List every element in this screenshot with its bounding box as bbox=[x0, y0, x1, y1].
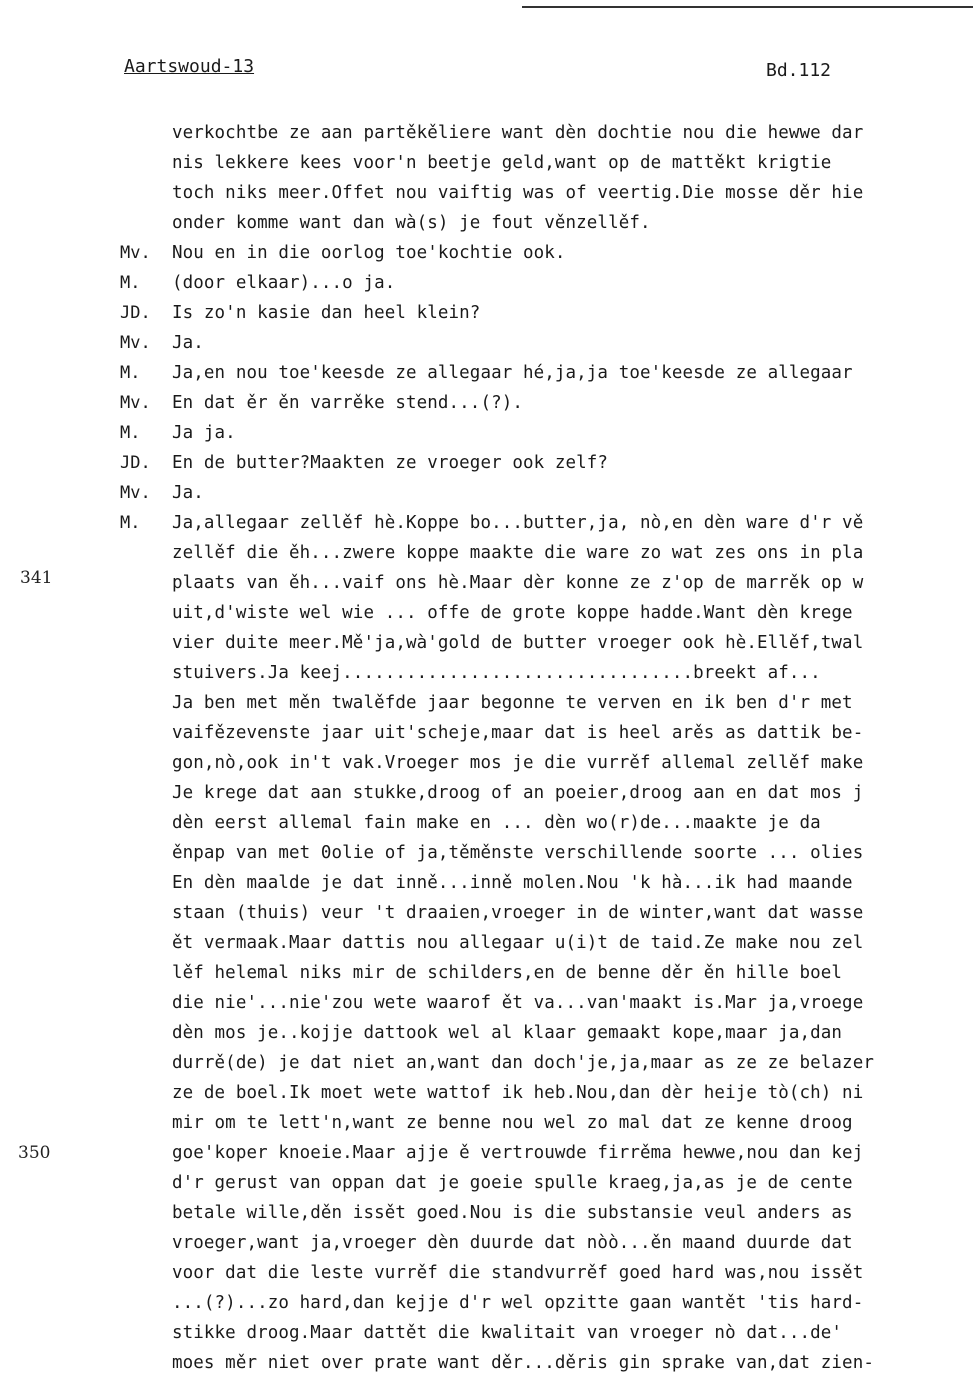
line-text: Ja,en nou toe'keesde ze allegaar hé,ja,ja toe'keesde ze allegaar bbox=[172, 363, 853, 383]
speaker-label: M. bbox=[120, 423, 141, 443]
line-text: lěf helemal niks mir de schilders,en de benne děr ěn hille boel bbox=[172, 963, 843, 983]
transcript-body bbox=[0, 118, 973, 1378]
transcript-line bbox=[0, 958, 973, 988]
document-id: Aartswoud-13 bbox=[124, 56, 255, 77]
line-text: dèn eerst allemal fain make en ... dèn wo(r)de...maakte je da bbox=[172, 813, 821, 833]
line-text: plaats van ěh...vaif ons hè.Maar dèr konne ze z'op de marrěk op w bbox=[172, 573, 864, 593]
speaker-label: M. bbox=[120, 363, 141, 383]
transcript-line bbox=[0, 238, 973, 268]
transcript-line bbox=[0, 388, 973, 418]
line-text: durrě(de) je dat niet an,want dan doch'je,ja,maar as ze ze belazer bbox=[172, 1053, 874, 1073]
transcript-line bbox=[0, 1288, 973, 1318]
line-text: onder komme want dan wà(s) je fout věnzellěf. bbox=[172, 213, 651, 233]
speaker-label: Mv. bbox=[120, 483, 151, 503]
transcript-line bbox=[0, 1138, 973, 1168]
line-text: goe'koper knoeie.Maar ajje ě vertrouwde firrěma hewwe,nou dan kej bbox=[172, 1143, 864, 1163]
top-rule bbox=[522, 6, 973, 8]
line-text: Ja ben met měn twalěfde jaar begonne te verven en ik ben d'r met bbox=[172, 693, 853, 713]
line-text: uit,d'wiste wel wie ... offe de grote koppe hadde.Want dèn krege bbox=[172, 603, 853, 623]
transcript-line bbox=[0, 778, 973, 808]
transcript-line bbox=[0, 598, 973, 628]
line-text: En de butter?Maakten ze vroeger ook zelf? bbox=[172, 453, 609, 473]
line-text: Is zo'n kasie dan heel klein? bbox=[172, 303, 481, 323]
speaker-label: M. bbox=[120, 513, 141, 533]
transcript-line bbox=[0, 748, 973, 778]
line-text: vaifězevenste jaar uit'scheje,maar dat is heel arěs as dattik be- bbox=[172, 723, 864, 743]
transcript-line bbox=[0, 358, 973, 388]
line-text: En dat ěr ěn varrěke stend...(?). bbox=[172, 393, 523, 413]
line-text: vroeger,want ja,vroeger dèn duurde dat nòò...ěn maand duurde dat bbox=[172, 1233, 853, 1253]
margin-line-number: 341 bbox=[20, 568, 53, 588]
transcript-line bbox=[0, 148, 973, 178]
transcript-line bbox=[0, 658, 973, 688]
line-text: gon,nò,ook in't vak.Vroeger mos je die vurrěf allemal zellěf make bbox=[172, 753, 864, 773]
transcript-line bbox=[0, 1048, 973, 1078]
line-text: voor dat die leste vurrěf die standvurrěf goed hard was,nou issět bbox=[172, 1263, 864, 1283]
page-number: Bd.112 bbox=[766, 60, 832, 81]
line-text: stikke droog.Maar dattět die kwalitait van vroeger nò dat...de' bbox=[172, 1323, 843, 1343]
transcript-line bbox=[0, 448, 973, 478]
transcript-line bbox=[0, 118, 973, 148]
line-text: d'r gerust van oppan dat je goeie spulle kraeg,ja,as je de cente bbox=[172, 1173, 853, 1193]
transcript-line bbox=[0, 208, 973, 238]
transcript-line bbox=[0, 478, 973, 508]
line-text: (door elkaar)...o ja. bbox=[172, 273, 396, 293]
margin-line-number: 350 bbox=[18, 1143, 51, 1163]
transcript-line bbox=[0, 328, 973, 358]
line-text: toch niks meer.Offet nou vaiftig was of veertig.Die mosse děr hie bbox=[172, 183, 864, 203]
transcript-line bbox=[0, 1078, 973, 1108]
transcript-line bbox=[0, 808, 973, 838]
transcript-line bbox=[0, 1348, 973, 1378]
transcript-line bbox=[0, 988, 973, 1018]
line-text: zellěf die ěh...zwere koppe maakte die ware zo wat zes ons in pla bbox=[172, 543, 864, 563]
transcript-line bbox=[0, 1228, 973, 1258]
line-text: staan (thuis) veur 't draaien,vroeger in de winter,want dat wasse bbox=[172, 903, 864, 923]
line-text: Ja ja. bbox=[172, 423, 236, 443]
transcript-line bbox=[0, 1258, 973, 1288]
line-text: ze de boel.Ik moet wete wattof ik heb.Nou,dan dèr heije tò(ch) ni bbox=[172, 1083, 864, 1103]
transcript-line bbox=[0, 268, 973, 298]
transcript-line bbox=[0, 1108, 973, 1138]
line-text: Nou en in die oorlog toe'kochtie ook. bbox=[172, 243, 566, 263]
transcript-line bbox=[0, 1198, 973, 1228]
transcript-line bbox=[0, 838, 973, 868]
line-text: verkochtbe ze aan partěkěliere want dèn dochtie nou die hewwe dar bbox=[172, 123, 864, 143]
line-text: betale wille,děn issět goed.Nou is die substansie veul anders as bbox=[172, 1203, 853, 1223]
transcript-line bbox=[0, 418, 973, 448]
line-text: Ja. bbox=[172, 333, 204, 353]
line-text: ět vermaak.Maar dattis nou allegaar u(i)t de taid.Ze make nou zel bbox=[172, 933, 864, 953]
transcript-line bbox=[0, 1168, 973, 1198]
line-text: die nie'...nie'zou wete waarof ět va...van'maakt is.Mar ja,vroege bbox=[172, 993, 864, 1013]
line-text: Ja,allegaar zellěf hè.Koppe bo...butter,ja, nò,en dèn ware d'r vě bbox=[172, 513, 864, 533]
line-text: vier duite meer.Mě'ja,wà'gold de butter vroeger ook hè.Ellěf,twal bbox=[172, 633, 864, 653]
line-text: ěnpap van met 0olie of ja,těměnste verschillende soorte ... olies bbox=[172, 843, 864, 863]
line-text: Je krege dat aan stukke,droog of an poeier,droog aan en dat mos j bbox=[172, 783, 864, 803]
line-text: stuivers.Ja keej.................................breekt af... bbox=[172, 663, 821, 683]
transcript-line bbox=[0, 508, 973, 538]
transcript-line bbox=[0, 928, 973, 958]
transcript-line bbox=[0, 538, 973, 568]
transcript-line bbox=[0, 1318, 973, 1348]
speaker-label: M. bbox=[120, 273, 141, 293]
line-text: nis lekkere kees voor'n beetje geld,want op de mattěkt krigtie bbox=[172, 153, 832, 173]
transcript-line bbox=[0, 688, 973, 718]
line-text: dèn mos je..kojje dattook wel al klaar gemaakt kope,maar ja,dan bbox=[172, 1023, 843, 1043]
speaker-label: Mv. bbox=[120, 333, 151, 353]
speaker-label: JD. bbox=[120, 453, 151, 473]
transcript-line bbox=[0, 868, 973, 898]
line-text: ...(?)...zo hard,dan kejje d'r wel opzitte gaan wantět 'tis hard- bbox=[172, 1293, 864, 1313]
transcript-line bbox=[0, 568, 973, 598]
speaker-label: JD. bbox=[120, 303, 151, 323]
transcript-line bbox=[0, 718, 973, 748]
speaker-label: Mv. bbox=[120, 243, 151, 263]
line-text: En dèn maalde je dat inně...inně molen.Nou 'k hà...ik had maande bbox=[172, 873, 853, 893]
transcript-line bbox=[0, 1018, 973, 1048]
transcript-line bbox=[0, 898, 973, 928]
speaker-label: Mv. bbox=[120, 393, 151, 413]
transcript-line bbox=[0, 628, 973, 658]
line-text: mir om te lett'n,want ze benne nou wel zo mal dat ze kenne droog bbox=[172, 1113, 853, 1133]
transcript-line bbox=[0, 298, 973, 328]
line-text: moes měr niet over prate want děr...děris gin sprake van,dat zien- bbox=[172, 1353, 874, 1373]
line-text: Ja. bbox=[172, 483, 204, 503]
transcript-line bbox=[0, 178, 973, 208]
